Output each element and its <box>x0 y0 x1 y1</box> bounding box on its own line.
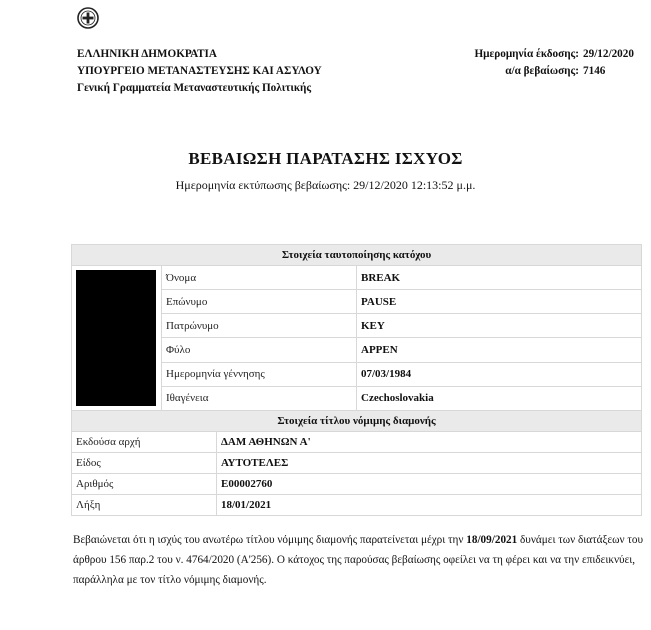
table-row <box>72 266 642 290</box>
holder-value: Czechoslovakia <box>357 386 642 410</box>
permit-label: Είδος <box>72 453 217 474</box>
issuing-authority <box>77 46 322 97</box>
document-title: ΒΕΒΑΙΩΣΗ ΠΑΡΑΤΑΣΗΣ ΙΣΧΥΟΣ <box>188 149 463 168</box>
authority-line-2: ΥΠΟΥΡΓΕΙΟ ΜΕΤΑΝΑΣΤΕΥΣΗΣ ΚΑΙ ΑΣΥΛΟΥ <box>77 65 322 77</box>
authority-line-3: Γενική Γραμματεία Μεταναστευτικής Πολιτικής <box>77 82 312 94</box>
holder-value: KEY <box>357 314 642 338</box>
table-row <box>72 432 642 453</box>
holder-label: Πατρώνυμο <box>162 314 357 338</box>
statement-part-1: Βεβαιώνεται ότι η ισχύς του ανωτέρω τίτλου νόμιμης διαμονής παρατείνεται μέχρι την <box>73 534 467 546</box>
holder-label: Όνομα <box>162 266 357 290</box>
holder-value: APPEN <box>357 338 642 362</box>
cert-number-row <box>474 63 639 80</box>
extension-statement <box>73 530 645 590</box>
redacted-photo <box>76 270 156 406</box>
extension-date: 18/09/2021 <box>466 534 518 546</box>
holder-label: Φύλο <box>162 338 357 362</box>
document-meta <box>474 46 639 80</box>
holder-label: Ιθαγένεια <box>162 386 357 410</box>
cert-number-value: 7146 <box>583 65 606 77</box>
issue-date-value: 29/12/2020 <box>583 48 634 60</box>
table-row <box>72 453 642 474</box>
permit-value: ΔΑΜ ΑΘΗΝΩΝ Α' <box>217 432 642 453</box>
print-date: Ημερομηνία εκτύπωσης βεβαίωσης: 29/12/2020 12:13:52 μ.μ. <box>175 178 476 192</box>
holder-value: BREAK <box>357 266 642 290</box>
issue-date-label: Ημερομηνία έκδοσης: <box>474 48 579 60</box>
authority-line-1: ΕΛΛΗΝΙΚΗ ΔΗΜΟΚΡΑΤΙΑ <box>77 48 217 60</box>
statement-part-2: δυνάμει των διατάξεων του άρθρου 156 παρ.2 του ν. 4764/2020 (Α'256). Ο κάτοχος της παρούσας βεβαίωσης οφείλει να τη φέρει και να την επιδεικνύει, παράλληλα με τον τίτλο νόμιμης διαμονής. <box>73 534 644 586</box>
issue-date-row <box>474 46 639 63</box>
permit-label: Εκδούσα αρχή <box>72 432 217 453</box>
permit-value: E00002760 <box>217 474 642 495</box>
holder-value: PAUSE <box>357 290 642 314</box>
permit-label: Αριθμός <box>72 474 217 495</box>
holder-label: Ημερομηνία γέννησης <box>162 362 357 386</box>
photo-cell <box>72 266 162 411</box>
cert-number-label: α/α βεβαίωσης: <box>505 65 579 77</box>
greek-emblem-icon <box>77 7 99 29</box>
holder-label: Επώνυμο <box>162 290 357 314</box>
permit-value: 18/01/2021 <box>217 495 642 516</box>
holder-section-title: Στοιχεία ταυτοποίησης κατόχου <box>72 245 642 266</box>
permit-label: Λήξη <box>72 495 217 516</box>
permit-section-title: Στοιχεία τίτλου νόμιμης διαμονής <box>72 411 642 432</box>
table-row <box>72 474 642 495</box>
holder-value: 07/03/1984 <box>357 362 642 386</box>
certificate-table <box>71 244 642 516</box>
table-row <box>72 495 642 516</box>
permit-value: ΑΥΤΟΤΕΛΕΣ <box>217 453 642 474</box>
